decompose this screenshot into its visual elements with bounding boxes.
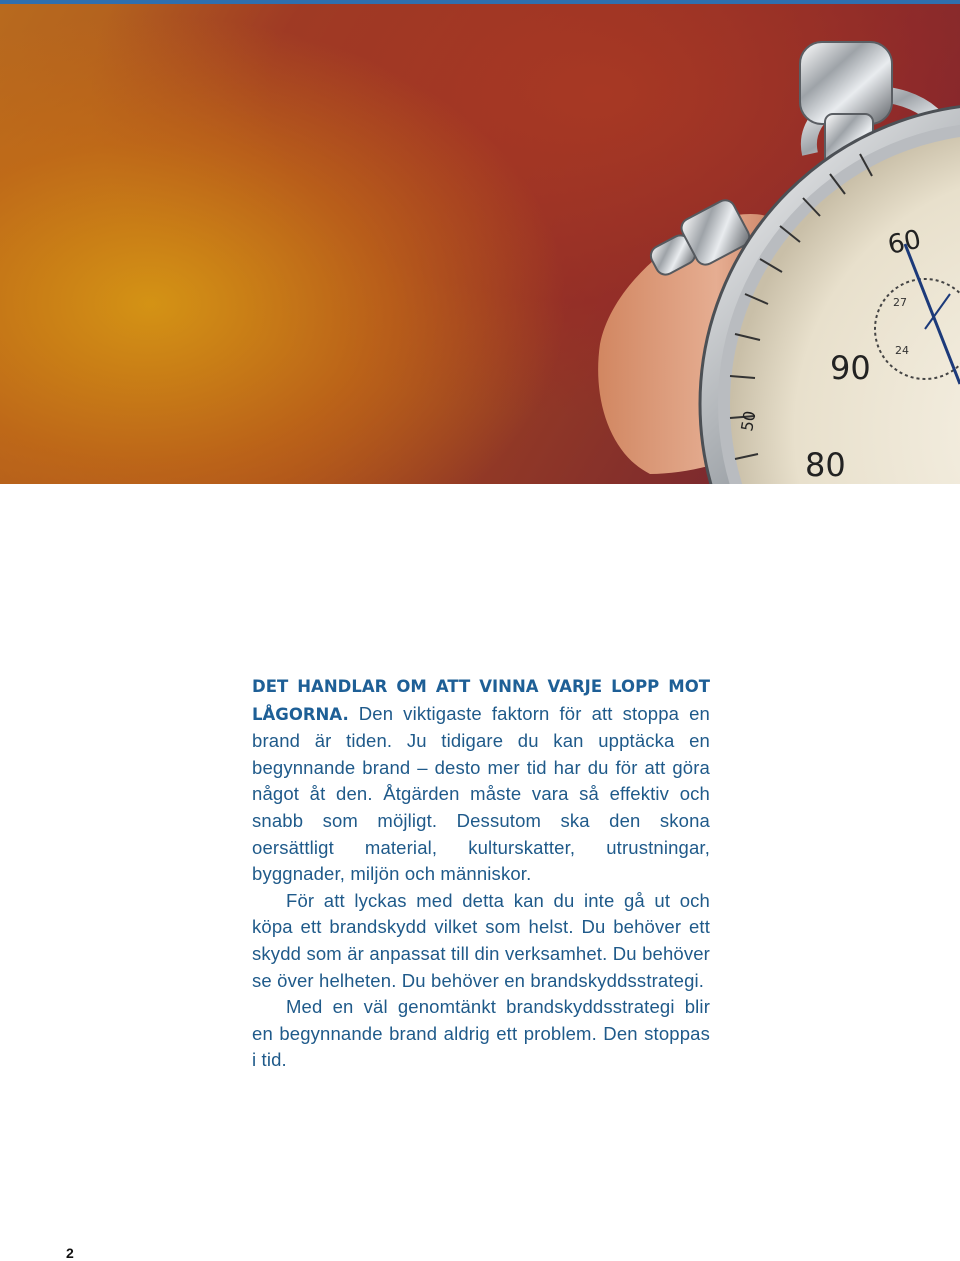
dial-number-60: 60 <box>885 224 924 261</box>
stopwatch-illustration <box>0 4 960 484</box>
hero-photo <box>0 4 960 484</box>
dial-number-90: 90 <box>830 349 871 387</box>
lead-heading: DET HANDLAR OM ATT VINNA VARJE LOPP MOT LÅGORNA. <box>252 677 710 724</box>
subdial-number-24: 24 <box>895 344 909 357</box>
article-paragraph-2: För att lyckas med detta kan du inte gå ut och köpa ett brandskydd vilket som helst. Du behöver ett skydd som är anpassat till din verksamhet. Du behöver se över helheten. Du behöver en brandskyddsstrategi. <box>252 889 710 991</box>
page-number: 2 <box>66 1245 74 1261</box>
article-paragraph-1 <box>252 673 710 888</box>
subdial-number-27: 27 <box>893 296 907 309</box>
article-body <box>252 673 710 1074</box>
dial-number-50: 50 <box>737 409 760 433</box>
article-paragraph-3: Med en väl genomtänkt brandskyddsstrategi blir en begynnande brand aldrig ett problem. Den stoppas i tid. <box>252 996 710 1071</box>
paragraph-1-text: Den viktigaste faktorn för att stoppa en brand är tiden. Ju tidigare du kan upptäcka en begynnande brand – desto mer tid har du för att göra något åt den. Åtgärden måste vara så effektiv och snabb som möjligt. Dessutom ska den skona oersättligt material, kulturskatter, utrustningar, byggnader, miljön och människor. <box>252 702 710 885</box>
stopwatch-face <box>730 134 960 484</box>
dial-number-80: 80 <box>805 446 846 484</box>
